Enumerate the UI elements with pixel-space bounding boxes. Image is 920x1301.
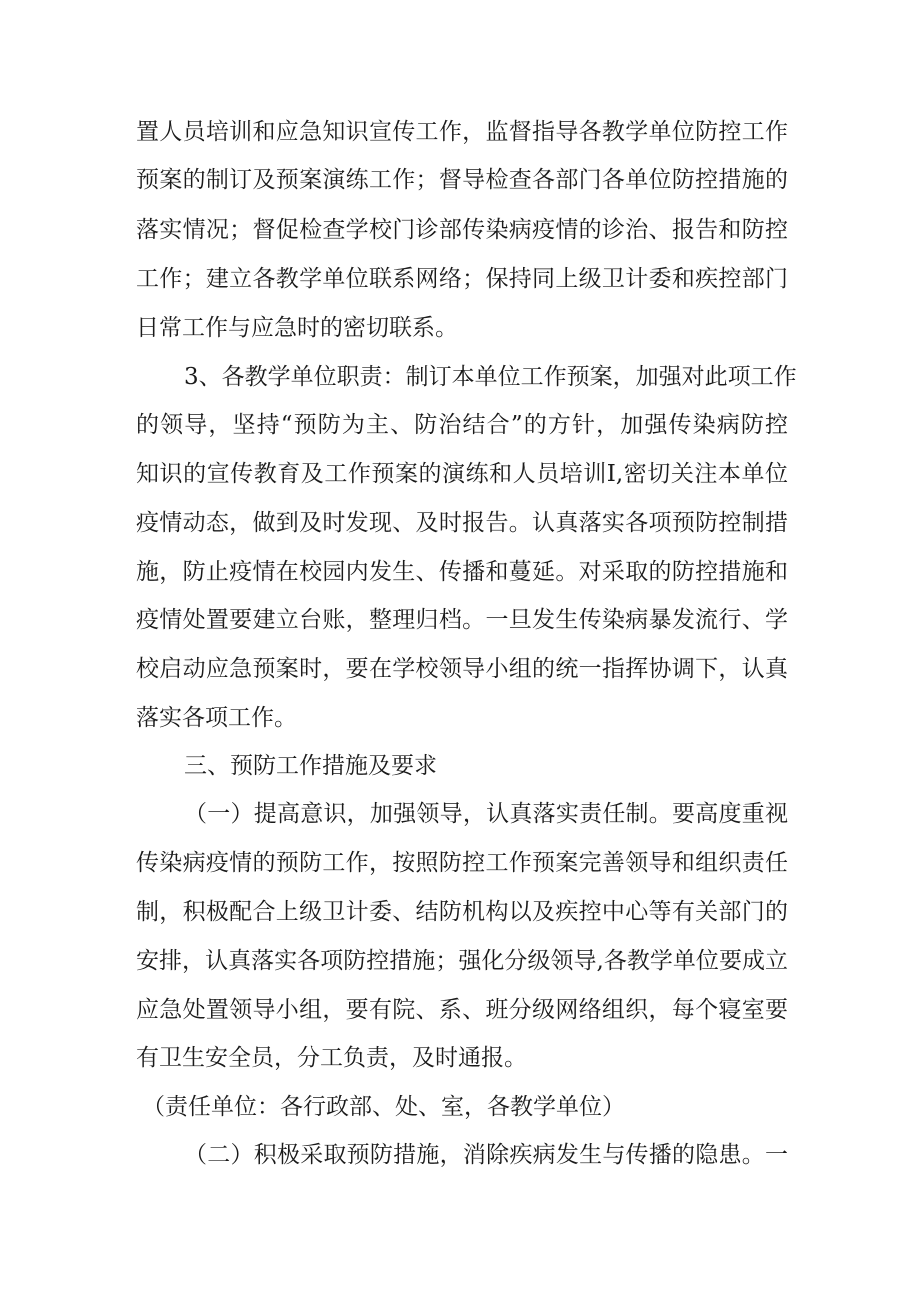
text-line: 施，防止疫情在校园内发生、传播和蔓延。对采取的防控措施和 (136, 559, 788, 585)
text-line: 校启动应急预案时，要在学校领导小组的统一指挥协调下，认真 (136, 656, 788, 682)
text-line: 预案的制订及预案演练工作；督导检查各部门各单位防控措施的 (136, 167, 788, 193)
text-line: 置人员培训和应急知识宣传工作，监督指导各教学单位防控工作 (136, 119, 788, 145)
section-heading: 三、预防工作措施及要求 (184, 753, 437, 779)
text-line: 有卫生安全员，分工负责，及时通报。 (136, 1045, 527, 1071)
text-line: （一）提高意识，加强领导，认真落实责任制。要高度重视 (184, 801, 788, 827)
text-line: 应急处置领导小组，要有院、系、班分级网络组织，每个寝室要 (136, 997, 788, 1023)
text-line: 传染病疫情的预防工作，按照防控工作预案完善领导和组织责任 (136, 850, 788, 876)
text-line: 的领导，坚持“预防为主、防治结合”的方针，加强传染病防控 (136, 412, 788, 438)
text-line: 知识的宣传教育及工作预案的演练和人员培训I,密切关注本单位 (136, 461, 788, 487)
text-line: 落实各项工作。 (136, 705, 297, 731)
text-line: 制，积极配合上级卫计委、结防机构以及疾控中心等有关部门的 (136, 899, 788, 925)
responsibility-note: （责任单位：各行政部、处、室，各教学单位） (142, 1094, 625, 1120)
text-line: 疫情处置要建立台账，整理归档。一旦发生传染病暴发流行、学 (136, 607, 788, 633)
text-line: 3、各教学单位职责：制订本单位工作预案，加强对此项工作 (184, 364, 797, 390)
text-line: 落实情况；督促检查学校门诊部传染病疫情的诊治、报告和防控 (136, 217, 788, 243)
text-line: 工作；建立各教学单位联系网络；保持同上级卫计委和疾控部门 (136, 266, 788, 292)
text-line: 疫情动态，做到及时发现、及时报告。认真落实各项预防控制措 (136, 510, 788, 536)
text-line: （二）积极采取预防措施，消除疾病发生与传播的隐患。一 (184, 1142, 788, 1168)
text-line: 安排，认真落实各项防控措施；强化分级领导,各教学单位要成立 (136, 948, 788, 974)
text-line: 日常工作与应急时的密切联系。 (136, 315, 458, 341)
